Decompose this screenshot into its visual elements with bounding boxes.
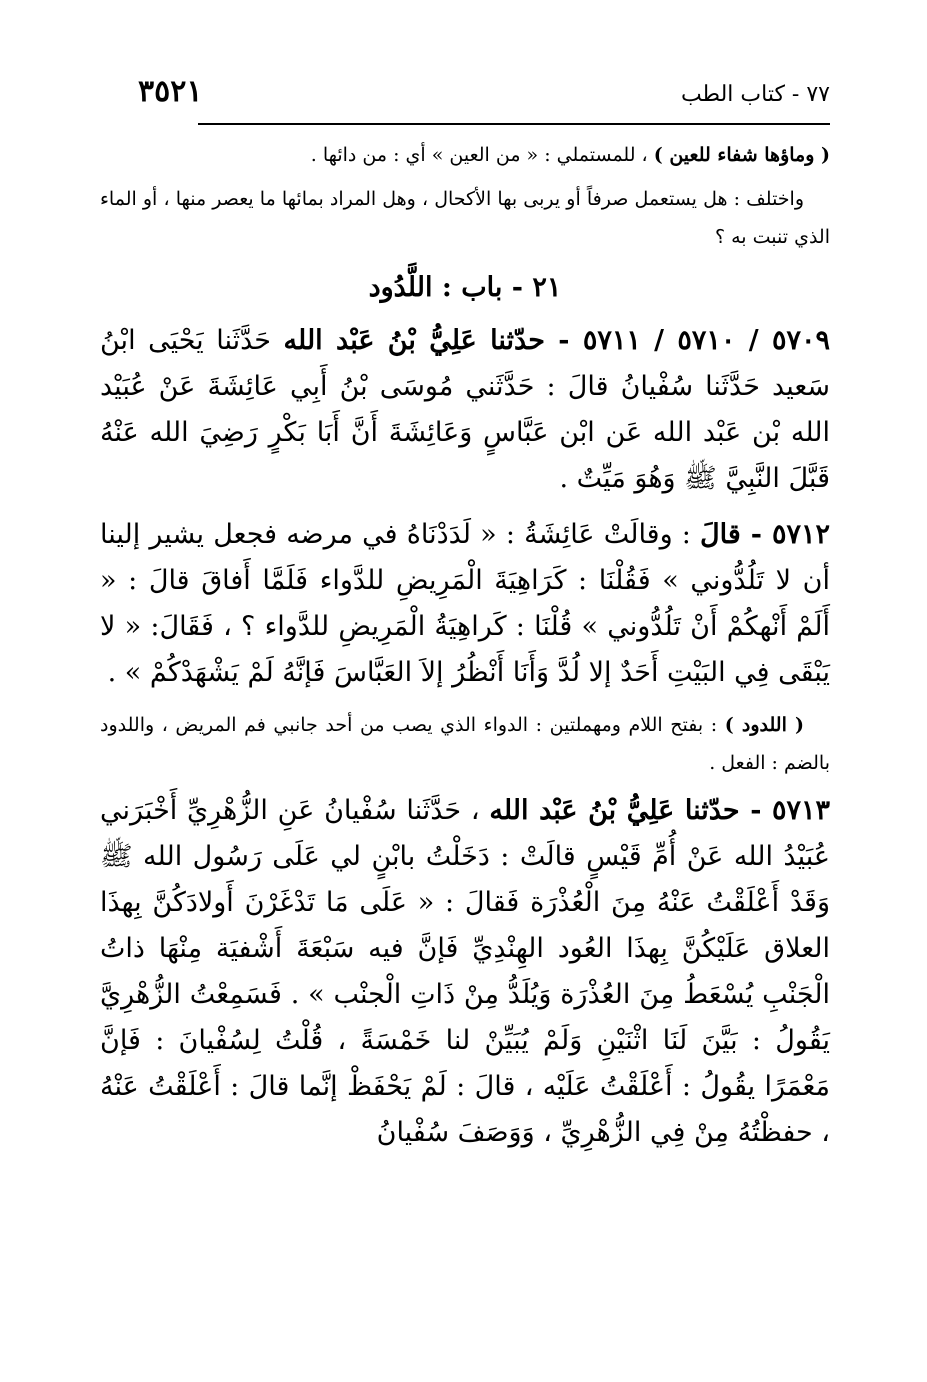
commentary-note-1 (100, 136, 830, 174)
note-3-text: : بفتح اللام ومهملتين : الدواء الذي يصب من أحد جانبي فم المريض ، واللدود بالضم : الفعل . (100, 714, 830, 774)
hadith-3-number: ٥٧١٣ - (750, 795, 830, 826)
chapter-title: ٢١ - باب : اللَّدُود (368, 272, 562, 303)
hadith-2-text: : وقالَتْ عَائِشَةُ : « لَدَدْنَاهُ في مرضه فجعل يشير إلينا أن لا تَلُدُّوني » فَقُلْنَا : كَرَاهِيَةَ الْمَرِيضِ للدَّواء فَلَمَّا أَفاقَ قالَ : « أَلَمْ أَنْهكُمْ أَنْ تَلُدُّوني » قُلْنَا : كَراهِيَةُ الْمَرِيضِ للدَّواء ؟ ، فَقَالَ: « لا يَبْقَى فِي البَيْتِ أَحَدٌ إلا لُدَّ وَأَنَا أَنْظُرُ إلاَ العَبَّاسَ فَإنَّهُ لَمْ يَشْهَدْكُمْ » . (100, 519, 830, 688)
hadith-5709 (100, 318, 830, 502)
page (100, 60, 830, 1360)
note-1-text: ، للمستملي : « من العين » أي : من دائها . (310, 144, 654, 166)
commentary-note-3 (100, 706, 830, 782)
chapter-heading: ٧٧ - كتاب الطب (680, 82, 830, 107)
note-2-text: واختلف : هل يستعمل صرفاً أو يربى بها الأكحال ، وهل المراد بمائها ما يعصر منها ، أو الماء الذي تنبت به ؟ (100, 188, 830, 248)
page-body (100, 136, 830, 1166)
hadith-3-text: ، حَدَّثَنا سُفْيانُ عَنِ الزُّهْرِيِّ أَخْبَرَني عُبَيْدُ الله عَنْ أُمِّ قَيْسٍ قالَتْ : دَخَلْتُ بابْنٍ لي عَلَى رَسُول الله ﷺ وَقَدْ أَعْلَقْتُ عَنْهُ مِنَ الْعُذْرَة فَقالَ : « عَلَى مَا تَدْغَرْنَ أَولادَكُنَّ بِهذَا العلاق عَلَيْكُنَّ بِهذَا العُود الهِنْدِيِّ فَإنَّ فيه سَبْعَةَ أَشْفيَة مِنْهَا ذاتُ الْجَنْبِ يُسْعَطُ مِنَ العُذْرَة وَيُلَدُّ مِنْ ذَاتِ الْجنْب » . فَسَمِعْتُ الزُّهْرِيَّ يَقُولُ : بَيَّنَ لَنَا اثْنَيْنِ وَلَمْ يُبَيِّنْ لنا خَمْسَةً ، قُلْتُ لِسُفْيانَ : فَإنَّ مَعْمَرًا يقُولُ : أَعْلَقْتُ عَلَيْه ، قالَ : لَمْ يَحْفَظْ إنَّما قالَ : أَعْلَقْتُ عَنْهُ ، حفظْتُهُ مِنْ فِي الزُّهْرِيِّ ، وَوَصَفَ سُفْيانُ (100, 795, 830, 1148)
hadith-5713 (100, 788, 830, 1156)
hadith-1-text: حَدَّثَنا يَحْيَى ابْنُ سَعيد حَدَّثَنا سُفْيانُ قالَ : حَدَّثَني مُوسَى بْنُ أَبِي عَائِشَةَ عَنْ عُبَيْد الله بْن عَبْد الله عَن ابْن عَبَّاسٍ وَعَائِشَةَ أَنَّ أَبَا بَكْرٍ رَضِيَ الله عَنْهُ قَبَّلَ النَّبِيَّ ﷺ وَهُوَ مَيِّتٌ . (100, 325, 830, 494)
header-divider (198, 123, 830, 125)
note-1-term: ( وماؤها شفاء للعين ) (653, 144, 830, 166)
hadith-1-lead: حدّثنا عَلِيُّ بْنُ عَبْد الله (283, 325, 559, 356)
hadith-5712 (100, 512, 830, 696)
commentary-note-2 (100, 180, 830, 256)
page-header (100, 60, 830, 118)
page-number: ٣٥٢١ (138, 74, 203, 109)
hadith-3-lead: حدّثنا عَلِيُّ بْنُ عَبْد الله (489, 795, 751, 826)
hadith-2-number: ٥٧١٢ - (750, 519, 830, 550)
note-3-term: ( اللدود ) (724, 714, 804, 736)
hadith-2-lead: قالَ (700, 519, 751, 550)
hadith-1-number: ٥٧٠٩ / ٥٧١٠ / ٥٧١١ - (558, 325, 831, 356)
